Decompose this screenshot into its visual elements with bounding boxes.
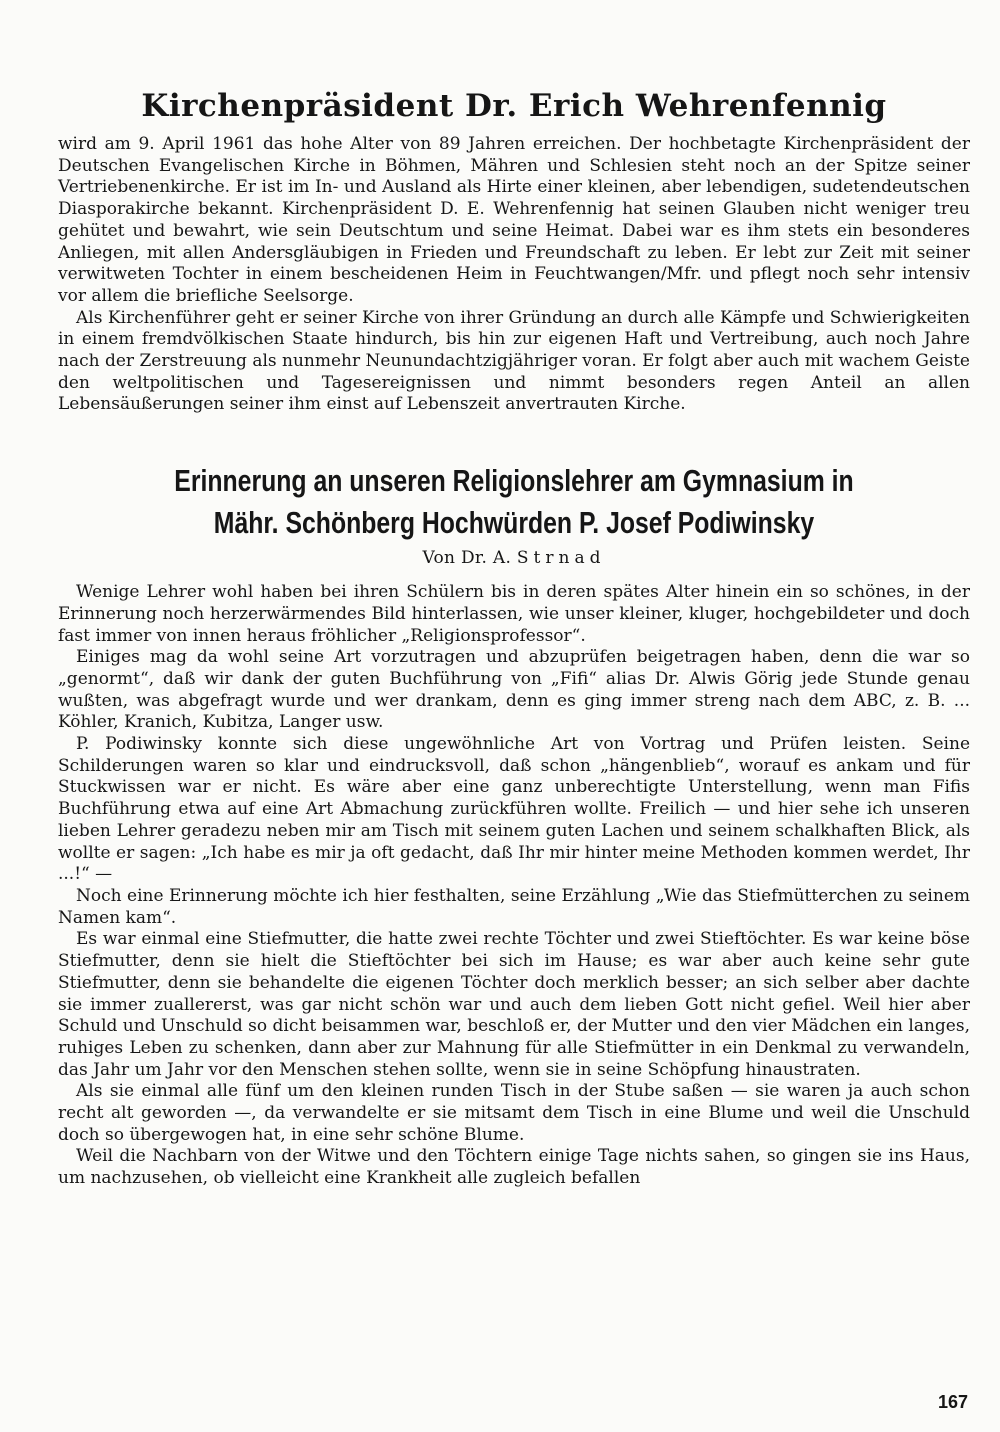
- page: [58, 82, 970, 1190]
- article2-paragraph: Noch eine Erinnerung möchte ich hier festhalten, seine Erzählung „Wie das Stiefmütterchen zu seinem Namen kam“.: [58, 885, 970, 928]
- article2-paragraph: Als sie einmal alle fünf um den kleinen runden Tisch in der Stube saßen — sie waren ja auch schon recht alt geworden —, da verwandelte er sie mitsamt dem Tisch in eine Blume und weil die Unschuld doch so übergewogen hat, in eine sehr schöne Blume.: [58, 1081, 970, 1145]
- author-prefix: Von Dr. A.: [422, 548, 512, 569]
- article2-title-line1: Erinnerung an unseren Religionslehrer am Gymnasium in: [174, 463, 854, 499]
- article2-title-line2: Mähr. Schönberg Hochwürden P. Josef Podiwinsky: [213, 505, 815, 541]
- article2-paragraph: Es war einmal eine Stiefmutter, die hatte zwei rechte Töchter und zwei Stieftöchter. Es war keine böse Stiefmutter, denn sie hielt die Stieftöchter bei sich im Hause; es war aber auch keine sehr gute Stiefmutter, denn sie behandelte die eigenen Töchter doch merklich besser; an sich selber aber dachte sie immer zuallererst, was gar nicht schön war und auch dem lieben Gott nicht gefiel. Weil hier aber Schuld und Unschuld so dicht beisammen war, beschloß er, der Mutter und den vier Mädchen ein langes, ruhiges Leben zu schenken, dann aber zur Mahnung für alle Stiefmütter in ein Denkmal zu verwandeln, das Jahr um Jahr vor den Menschen stehen sollte, wenn sie in seine Schöpfung hinaustraten.: [58, 929, 970, 1080]
- article1-paragraph: Als Kirchenführer geht er seiner Kirche von ihrer Gründung an durch alle Kämpfe und Schwierigkeiten in einem fremdvölkischen Staate hindurch, bis hin zur eigenen Haft und Vertreibung, auch noch Jahre nach der Zerstreuung als nunmehr Neunundachtzigjähriger voran. Er folgt aber auch mit wachem Geiste den weltpolitischen und Tagesereignissen und nimmt besonders regen Anteil an allen Lebensäußerungen seiner ihm einst auf Lebenszeit anvertrauten Kirche.: [58, 307, 970, 415]
- article2-body: [58, 582, 970, 1190]
- article2-paragraph: Weil die Nachbarn von der Witwe und den Töchtern einige Tage nichts sahen, so gingen sie ins Haus, um nachzusehen, ob vielleicht eine Krankheit alle zugleich befallen: [58, 1146, 970, 1189]
- author-name: Strnad: [516, 548, 606, 569]
- article2-paragraph: P. Podiwinsky konnte sich diese ungewöhnliche Art von Vortrag und Prüfen leisten. Seine Schilderungen waren so klar und eindrucksvoll, daß schon „hängenblieb“, worauf es ankam und für Stuckwissen war er nicht. Es wäre aber eine ganz unberechtigte Unterstellung, wenn man Fifis Buchführung etwa auf eine Art Abmachung zurückführen wollte. Freilich — und hier sehe ich unseren lieben Lehrer geradezu neben mir am Tisch mit seinem guten Lachen und seinem schalkhaften Blick, als wollte er sagen: „Ich habe es mir ja oft gedacht, daß Ihr mir hinter meine Methoden kommen werdet, Ihr ...!“ —: [58, 734, 970, 885]
- page-number: 167: [937, 1392, 968, 1412]
- article2-paragraph: Einiges mag da wohl seine Art vorzutragen und abzuprüfen beigetragen haben, denn die war so „genormt“, daß wir dank der guten Buchführung von „Fifi“ alias Dr. Alwis Görig jede Stunde genau wußten, was abgefragt wurde und wer drankam, denn es ging immer streng nach dem ABC, z. B. ... Köhler, Kranich, Kubitza, Langer usw.: [58, 647, 970, 733]
- article1-title: Kirchenpräsident Dr. Erich Wehrenfennig: [141, 88, 887, 124]
- article2-title: [149, 460, 879, 544]
- article2-author: [58, 548, 970, 568]
- article1-body: [58, 134, 970, 416]
- article2-paragraph: Wenige Lehrer wohl haben bei ihren Schülern bis in deren spätes Alter hinein ein so schönes, in der Erinnerung noch herzerwärmendes Bild hinterlassen, wie unser kleiner, kluger, hochgebildeter und doch fast immer von innen heraus fröhlicher „Religionsprofessor“.: [58, 582, 970, 646]
- article1-paragraph: wird am 9. April 1961 das hohe Alter von 89 Jahren erreichen. Der hochbetagte Kirchenpräsident der Deutschen Evangelischen Kirche in Böhmen, Mähren und Schlesien steht noch an der Spitze seiner Vertriebenenkirche. Er ist im In- und Ausland als Hirte einer kleinen, aber lebendigen, sudetendeutschen Diasporakirche bekannt. Kirchenpräsident D. E. Wehrenfennig hat seinen Glauben nicht weniger treu gehütet und bewahrt, wie sein Deutschtum und seine Heimat. Dabei war es ihm stets ein besonderes Anliegen, mit allen Andersgläubigen in Frieden und Freundschaft zu leben. Er lebt zur Zeit mit seiner verwitweten Tochter in einem bescheidenen Heim in Feuchtwangen/Mfr. und pflegt noch sehr intensiv vor allem die briefliche Seelsorge.: [58, 134, 970, 306]
